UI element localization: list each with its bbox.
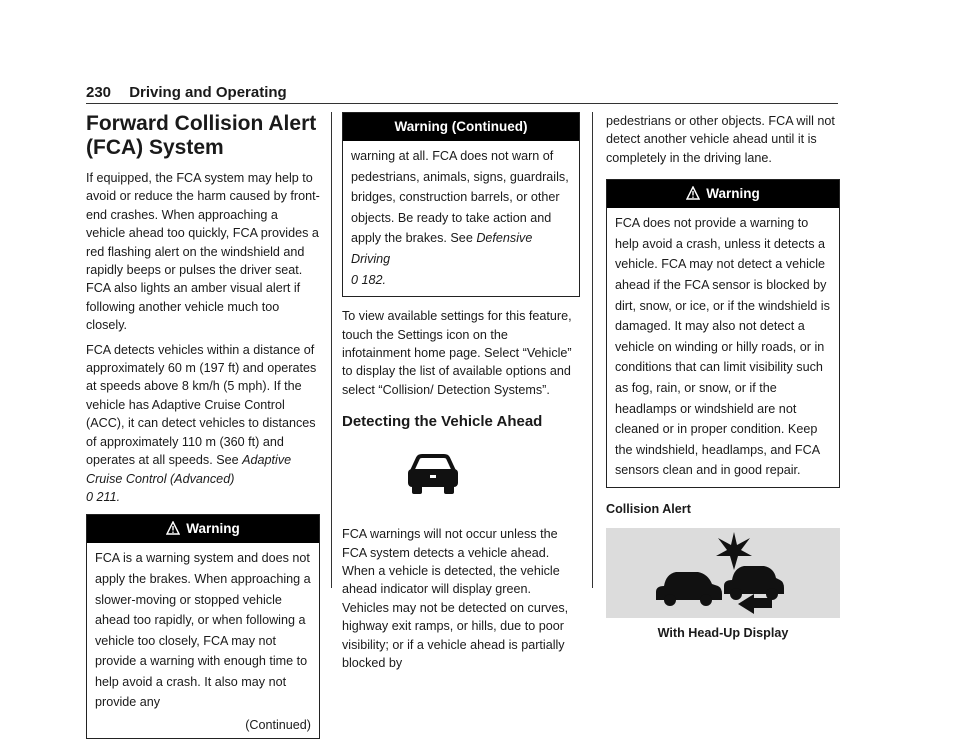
warning-box-continued <box>342 112 580 297</box>
warning-body <box>343 141 579 290</box>
settings-paragraph: To view available settings for this feature, touch the Settings icon on the infotainment home page. Select “Vehicle” to display the list of available options and select “Collision/ Detection Systems”. <box>342 309 572 397</box>
warning-title: Warning <box>706 186 760 202</box>
warning-title: Warning <box>186 521 240 537</box>
warning-continued-text: warning at all. FCA does not warn of pedestrians, animals, signs, guardrails, bridges, construction barrels, or other objects. Be ready to take action and apply the brakes. See <box>351 149 569 246</box>
defensive-driving-page-ref[interactable]: 0 182. <box>351 272 387 287</box>
section-title: Driving and Operating <box>129 84 287 101</box>
column-3 <box>606 112 840 643</box>
intro-paragraph: If equipped, the FCA system may help to avoid or reduce the harm caused by front-end crashes. When approaching a vehicle ahead too quickly, FCA provides a red flashing alert on the windshield and rapidly beeps or pulses the driver seat. FCA also lights an amber visual alert if following another vehicle much too closely. <box>86 171 320 333</box>
column-1 <box>86 112 320 749</box>
detection-text: FCA detects vehicles within a distance of approximately 60 m (197 ft) and operates at speeds above 8 km/h (5 mph). If the vehicle has Adaptive Cruise Control (ACC), it can detect vehicles to distances of approximately 110 m (360 ft) and operates at all speeds. See <box>86 342 317 468</box>
warning-header: Warning (Continued) <box>343 113 579 141</box>
article-title: Forward Collision Alert (FCA) System <box>86 112 317 159</box>
warning-box-2 <box>606 179 840 488</box>
column-2 <box>342 112 580 678</box>
detection-conditions-paragraph: FCA warnings will not occur unless the FCA system detects a vehicle ahead. When a vehicle is detected, the vehicle ahead indicator will display green. Vehicles may not be detected on curves, highway exit ramps, or hills, due to poor visibility; or if a vehicle ahead is partially blocked by <box>342 527 569 671</box>
column-divider-1 <box>331 112 332 588</box>
header-rule <box>86 103 838 104</box>
warning-text: FCA is a warning system and does not apply the brakes. When approaching a slower-moving or stopped vehicle ahead too rapidly, or when following a vehicle too closely, FCA may not provide a warning with enough time to help avoid a crash. It also may not provide any <box>95 551 311 710</box>
page-header <box>86 84 287 101</box>
collision-alert-label: Collision Alert <box>606 501 691 516</box>
defensive-driving-link[interactable]: Defensive Driving <box>351 231 533 266</box>
illustration-caption: With Head-Up Display <box>657 626 789 641</box>
warning-header <box>87 515 319 543</box>
warning-text: FCA does not provide a warning to help avoid a crash, unless it detects a vehicle. FCA may not detect a vehicle ahead if the FCA sensor is blocked by dirt, snow, or ice, or if the windshield is damaged. It may also not detect a vehicle on winding or hilly roads, or in conditions that can limit visibility such as fog, rain, or snow, or if the headlamps or windshield are not cleaned or in proper condition. Keep the windshield, headlamps, and FCA sensors clean and in good repair. <box>615 216 830 478</box>
warning-text-continued <box>351 146 571 290</box>
acc-page-ref[interactable]: 0 211. <box>86 489 121 504</box>
column-divider-2 <box>592 112 593 588</box>
collision-alert-illustration <box>606 528 840 618</box>
vehicle-ahead-icon <box>406 453 460 495</box>
detection-paragraph <box>86 341 320 507</box>
warning-body <box>607 208 839 481</box>
warning-triangle-icon <box>166 521 180 535</box>
collision-alert-icon <box>606 528 836 618</box>
continued-note: (Continued) <box>245 718 311 733</box>
section-heading: Detecting the Vehicle Ahead <box>342 413 543 431</box>
page-number: 230 <box>86 84 112 101</box>
warning-box-1 <box>86 514 320 738</box>
lane-paragraph: pedestrians or other objects. FCA will not detect another vehicle ahead until it is completely in the driving lane. <box>606 114 835 165</box>
acc-reference-link[interactable]: Adaptive Cruise Control (Advanced) <box>86 453 292 486</box>
warning-header <box>607 180 839 208</box>
warning-triangle-icon <box>686 186 700 200</box>
warning-body <box>87 543 319 737</box>
